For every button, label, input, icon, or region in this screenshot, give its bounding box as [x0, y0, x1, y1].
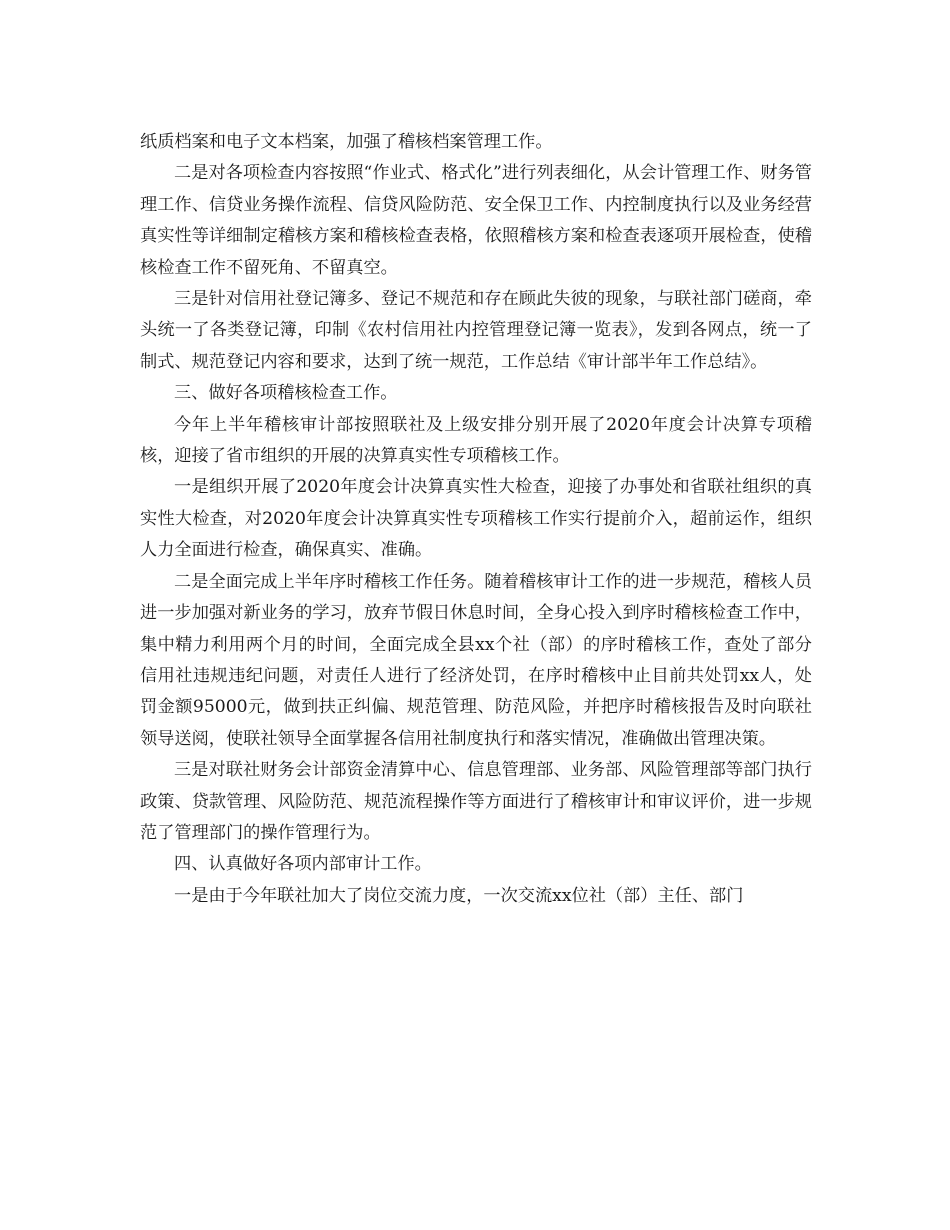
paragraph-5: 今年上半年稽核审计部按照联社及上级安排分别开展了2020年度会计决算专项稽核，迎接了省市组织的开展的决算真实性专项稽核工作。 [140, 414, 812, 467]
paragraph-2: 二是对各项检查内容按照“作业式、格式化”进行列表细化，从会计管理工作、财务管理工作、信贷业务操作流程、信贷风险防范、安全保卫工作、内控制度执行以及业务经营真实性等详细制定稽核方案和稽核检查表格，依照稽核方案和检查表逐项开展检查，使稽核检查工作不留死角、不留真空。 [140, 163, 812, 278]
paragraph-7: 二是全面完成上半年序时稽核工作任务。随着稽核审计工作的进一步规范，稽核人员进一步加强对新业务的学习，放弃节假日休息时间，全身心投入到序时稽核检查工作中，集中精力利用两个月的时间，全面完成全县xx个社（部）的序时稽核工作，查处了部分信用社违规违纪问题，对责任人进行了经济处罚，在序时稽核中止目前共处罚xx人，处罚金额95000元，做到扶正纠偏、规范管理、防范风险，并把序时稽核报告及时向联社领导送阅，使联社领导全面掌握各信用社制度执行和落实情况，准确做出管理决策。 [140, 571, 812, 749]
section-heading-3: 三、做好各项稽核检查工作。 [174, 383, 398, 404]
paragraph-6: 一是组织开展了2020年度会计决算真实性大检查，迎接了办事处和省联社组织的真实性大检查，对2020年度会计决算真实性专项稽核工作实行提前介入，超前运作，组织人力全面进行检查，确保真实、准确。 [140, 477, 812, 561]
paragraph-10: 一是由于今年联社加大了岗位交流力度，一次交流xx位社（部）主任、部门 [174, 885, 744, 906]
paragraph-3: 三是针对信用社登记簿多、登记不规范和存在顾此失彼的现象，与联社部门磋商，牵头统一了各类登记簿，印制《农村信用社内控管理登记簿一览表》，发到各网点，统一了制式、规范登记内容和要求，达到了统一规范，工作总结《审计部半年工作总结》。 [140, 289, 812, 372]
paragraph-1: 纸质档案和电子文本档案，加强了稽核档案管理工作。 [140, 132, 553, 152]
section-heading-4: 四、认真做好各项内部审计工作。 [174, 854, 432, 875]
document-body [140, 127, 812, 912]
paragraph-8: 三是对联社财务会计部资金清算中心、信息管理部、业务部、风险管理部等部门执行政策、贷款管理、风险防范、规范流程操作等方面进行了稽核审计和审议评价，进一步规范了管理部门的操作管理行为。 [140, 760, 812, 843]
